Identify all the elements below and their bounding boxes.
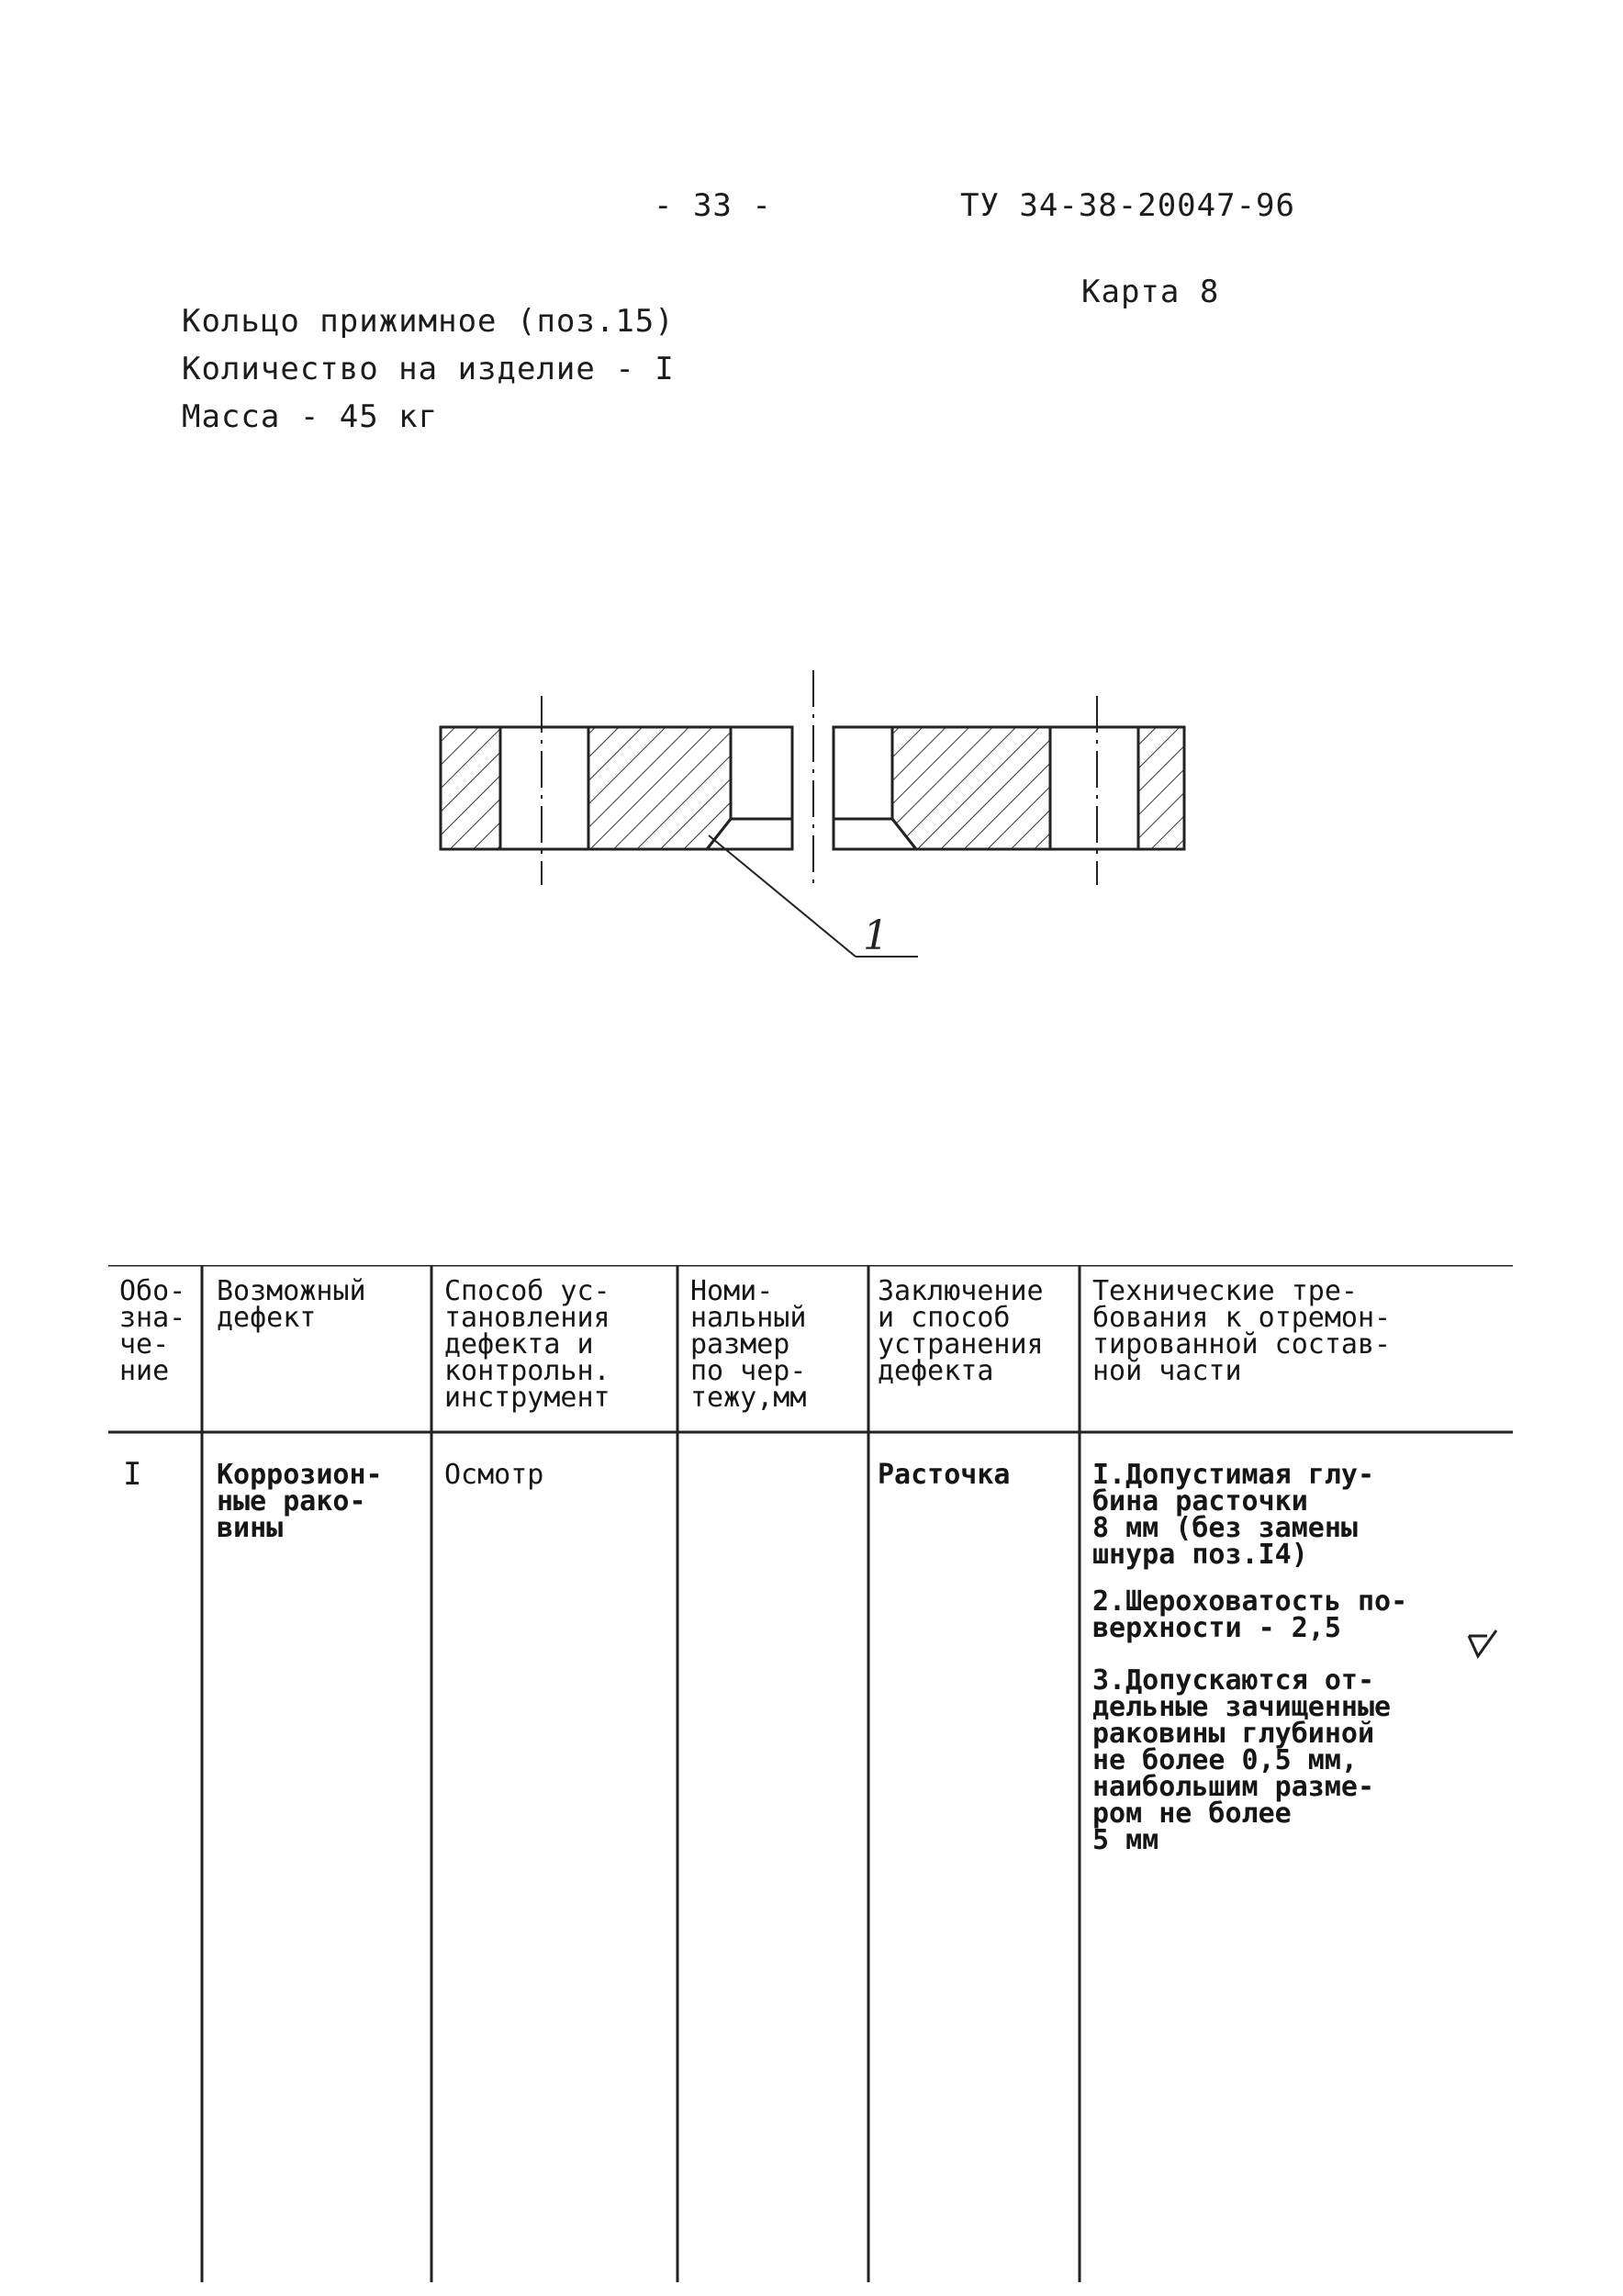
callout-leader [709, 835, 856, 957]
card-number: Карта 8 [1081, 274, 1220, 310]
header-requirements: Технические тре- бования к отремон- тированной состав- ной части [1092, 1275, 1392, 1387]
hatched-section-right-outer [1138, 727, 1184, 849]
requirement-2: 2.Шероховатость по- верхности - 2,5 [1092, 1585, 1408, 1644]
header-nominal-size: Номи- нальный размер по чер- тежу,мм [690, 1275, 807, 1414]
bolt-hole-left [500, 727, 588, 849]
hatched-section-right-inner [892, 727, 1050, 849]
roughness-symbol-icon [1465, 1629, 1502, 1665]
hatched-section-left-inner [588, 727, 731, 849]
defect-table [108, 1265, 1515, 2284]
header-method: Способ ус- тановления дефекта и контрольн. инструмент [444, 1275, 610, 1414]
page-number: - 33 - [654, 187, 772, 224]
part-name: Кольцо прижимное (поз.15) [182, 303, 675, 340]
row-defect: Коррозион- ные рако- вины [217, 1459, 383, 1544]
row-designation: I [123, 1456, 142, 1493]
header-defect: Возможный дефект [217, 1275, 366, 1334]
requirement-1: I.Допустимая глу- бина расточки 8 мм (без замены шнура поз.I4) [1092, 1459, 1375, 1571]
part-quantity: Количество на изделие - I [182, 351, 675, 387]
part-mass: Масса - 45 кг [182, 398, 439, 435]
header-designation: Обо- зна- че- ние [119, 1275, 186, 1387]
row-method: Осмотр [444, 1459, 544, 1491]
row-conclusion: Расточка [878, 1459, 1011, 1491]
requirement-3: 3.Допускаются от- дельные зачищенные раковины глубиной не более 0,5 мм, наибольшим разме- ром не более 5 мм [1092, 1664, 1392, 1856]
ring-section-drawing [404, 661, 1212, 991]
header-conclusion: Заключение и способ устранения дефекта [878, 1275, 1044, 1387]
document-code: ТУ 34-38-20047-96 [960, 187, 1295, 224]
ring-section-svg [404, 661, 1212, 991]
callout-label: 1 [863, 913, 889, 959]
hatched-section-left-outer [441, 727, 500, 849]
bolt-hole-right [1050, 727, 1138, 849]
